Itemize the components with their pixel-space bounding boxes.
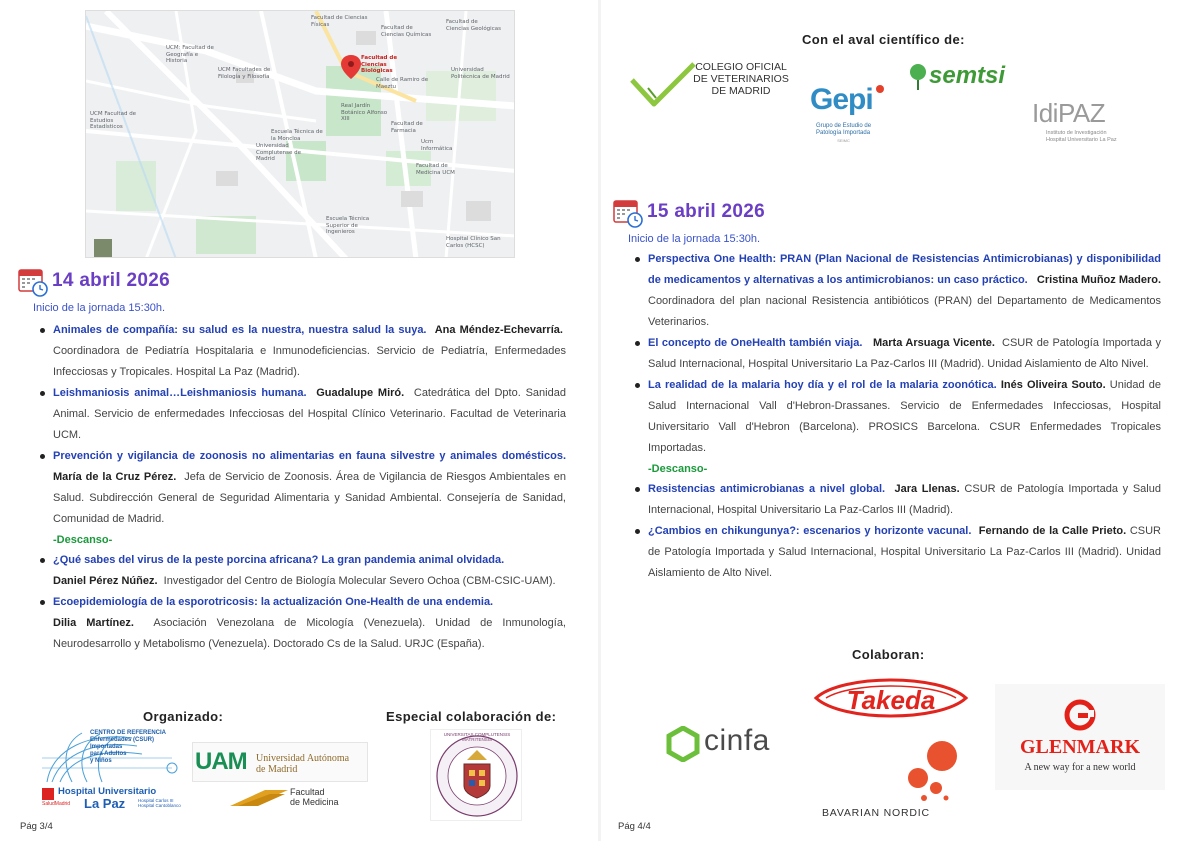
talk-detail: Investigador del Centro de Biología Molecular Severo Ochoa (CBM-CSIC-UAM). xyxy=(163,575,556,587)
idipaz-sub2: Hospital Universitario La Paz xyxy=(1046,136,1117,143)
ucm-seal-logo xyxy=(430,729,522,821)
talk-speaker: Ana Méndez-Echevarría. xyxy=(434,324,563,336)
map-label-calle: Calle de Ramiro de Maeztu xyxy=(376,77,429,90)
talk-speaker: Jara Llenas. xyxy=(894,483,960,495)
day1-date: 14 abril 2026 xyxy=(52,270,170,291)
gepi-sub3: SEIMC xyxy=(837,138,850,143)
talk-title: Animales de compañía: su salud es la nuestra, nuestra salud la suya. xyxy=(53,324,427,336)
map-label-informatica: Ucm Informática xyxy=(421,139,453,152)
map-label-politecnica: Universidad Politécnica de Madrid xyxy=(451,67,510,80)
talk-speaker: María de la Cruz Pérez. xyxy=(53,471,177,483)
map-label-geologicas: Facultad de Ciencias Geológicas xyxy=(446,19,501,32)
gepi-logo xyxy=(808,83,893,155)
talk-title: Resistencias antimicrobianas a nivel global. xyxy=(648,483,886,495)
csur-line2: Enfermedades (CSUR) xyxy=(90,737,155,743)
idipaz-logo xyxy=(1032,98,1132,150)
cinfa-mark: cinfa xyxy=(704,724,770,757)
idipaz-mark: IdiPAZ xyxy=(1032,98,1106,128)
gepi-sub1: Grupo de Estudio de xyxy=(816,123,872,129)
talk-title: ¿Qué sabes del virus de la peste porcina africana? La gran pandemia animal olvidada. xyxy=(53,554,505,566)
day1-heading xyxy=(18,267,170,295)
location-map[interactable] xyxy=(85,10,515,258)
map-label-medicina: Facultad de Medicina UCM xyxy=(416,163,455,176)
talk-title: Perspectiva One Health: PRAN (Plan Nacional de Resistencias Antimicrobianas) y disponibilidad de medicamentos y alternativas a los antimicrobianos: un caso práctico. xyxy=(648,253,1161,286)
bavarian-dots-icon xyxy=(812,738,972,808)
talk-detail: Coordinadora del plan nacional Resistencia antibióticos (PRAN) del Departamento de Medicamentos Veterinarios. xyxy=(648,295,1161,328)
semtsi-logo xyxy=(905,60,1020,96)
day1-talk-list xyxy=(35,320,566,655)
csur-hospital1: Hospital Universitario xyxy=(58,786,157,797)
talk-detail: CSUR de Patología Importada y Salud Internacional, Hospital Universitario La Paz-Carlos III (Madrid). Unidad Aislamiento de Alto Nivel. xyxy=(648,337,1161,370)
aval-heading: Con el aval científico de: xyxy=(802,32,965,47)
uam-swoosh-icon xyxy=(230,788,290,808)
glenmark-tagline: A new way for a new world xyxy=(1024,762,1136,773)
bavarian-nordic-logo xyxy=(812,738,972,820)
takeda-logo xyxy=(812,672,970,724)
talk-detail: Asociación Venezolana de Micología (Venezuela). Unidad de Inmunología, Neurodesarrollo y Metabolismo (Venezuela). Doctorado Cs de la Salud. URJC (España). xyxy=(53,617,566,650)
glenmark-logo xyxy=(995,684,1165,790)
colegio-veterinarios-logo xyxy=(628,58,798,110)
map-label-hospital: Hospital Clínico San Carlos (HCSC) xyxy=(446,236,501,249)
semtsi-mark: semtsi xyxy=(929,62,1006,89)
colegio-line1: COLEGIO OFICIAL xyxy=(695,61,787,73)
calendar-clock-icon xyxy=(613,198,643,226)
salud-madrid-icon xyxy=(42,788,54,800)
csur-line1: CENTRO DE REFERENCIA xyxy=(90,730,167,736)
break-label: -Descanso- xyxy=(53,534,113,546)
talk-title: ¿Cambios en chikungunya?: escenarios y horizonte vacunal. xyxy=(648,525,972,537)
page-right xyxy=(600,0,1200,841)
colegio-line3: DE MADRID xyxy=(711,85,771,97)
map-label-ucm: Universidad Complutense de Madrid xyxy=(256,143,301,162)
bavarian-mark: BAVARIAN NORDIC xyxy=(822,807,930,819)
list-item xyxy=(35,550,566,592)
map-label-facultad-bio: Facultad de Ciencias Biológicas xyxy=(361,55,398,74)
csur-line3: Importadas xyxy=(90,744,123,750)
glenmark-g-icon xyxy=(1062,698,1098,732)
csur-lapaz-logo xyxy=(42,728,192,816)
csur-sub1: Hospital Carlos III xyxy=(138,798,174,803)
especial-heading: Especial colaboración de: xyxy=(386,709,557,724)
uam-fac1: Facultad xyxy=(290,787,325,797)
list-item xyxy=(35,592,566,655)
talk-speaker: Fernando de la Calle Prieto. xyxy=(978,525,1127,537)
csur-line4: para Adultos xyxy=(90,751,127,757)
talk-speaker: Inés Oliveira Souto. xyxy=(1000,379,1106,391)
page-number-left: Pág 3/4 xyxy=(20,821,53,832)
semtsi-leaf-icon xyxy=(905,62,931,92)
map-label-jardin: Real Jardín Botánico Alfonso XIII xyxy=(341,103,388,122)
idipaz-sub1: Instituto de Investigación xyxy=(1046,130,1107,136)
talk-title: Ecoepidemiología de la esporotricosis: la actualización One-Health de una endemia. xyxy=(53,596,494,608)
uam-fac2: de Medicina xyxy=(290,797,339,807)
day2-talk-list xyxy=(630,249,1161,584)
talk-title: Leishmaniosis animal…Leishmaniosis humana. xyxy=(53,387,307,399)
list-item xyxy=(35,383,566,446)
talk-title: El concepto de OneHealth también viaja. xyxy=(648,337,863,349)
talk-speaker: Guadalupe Miró. xyxy=(316,387,405,399)
organizado-heading: Organizado: xyxy=(143,709,224,724)
talk-detail: CSUR de Patología Importada y Salud Internacional, Hospital Universitario La Paz-Carlos III (Madrid). Unidad Aislamiento de Alto Nivel. xyxy=(648,525,1161,579)
day2-start: Inicio de la jornada 15:30h. xyxy=(628,233,761,245)
talk-speaker: Daniel Pérez Núñez. xyxy=(53,575,158,587)
uam-name1: Universidad Autónoma xyxy=(256,753,350,764)
cinfa-logo xyxy=(666,722,786,766)
list-item xyxy=(630,333,1161,375)
talk-speaker: Dilia Martínez. xyxy=(53,617,134,629)
map-label-estadistica: UCM Facultad de Estudios Estadísticos xyxy=(90,111,137,130)
gepi-mark: Gepi xyxy=(810,83,873,116)
list-item xyxy=(630,521,1161,584)
cinfa-hexagon-icon xyxy=(666,726,700,762)
talk-title: Prevención y vigilancia de zoonosis no alimentarias en fauna silvestre y animales domésticos. xyxy=(53,450,566,462)
list-item xyxy=(35,446,566,530)
list-item xyxy=(630,479,1161,521)
map-label-fisicas: Facultad de Ciencias Físicas xyxy=(311,15,368,28)
csur-hospital2: La Paz xyxy=(84,796,126,811)
colegio-line2: DE VETERINARIOS xyxy=(693,73,789,85)
colaboran-heading: Colaboran: xyxy=(852,647,925,662)
ucm-seal-ring: UNIVERSITAS COMPLUTENSIS MATRITENSIS xyxy=(443,732,511,742)
page-number-right: Pág 4/4 xyxy=(618,821,651,832)
uam-name2: de Madrid xyxy=(256,764,298,775)
csur-sub2: Hospital Cantoblanco xyxy=(138,803,181,808)
list-item xyxy=(630,249,1161,333)
day1-start: Inicio de la jornada 15:30h. xyxy=(33,302,166,314)
break-label: -Descanso- xyxy=(648,463,708,475)
map-label-filologia: UCM Facultades de Filología y Filosofía xyxy=(218,67,271,80)
takeda-mark: Takeda xyxy=(846,685,936,715)
talk-detail: Coordinadora de Pediatría Hospitalaria e Inmunodeficiencias. Servicio de Pediatría, Enfermedades Infecciosas y Tropicales. Hospital La Paz (Madrid). xyxy=(53,345,566,378)
day2-date: 15 abril 2026 xyxy=(647,201,765,222)
list-item xyxy=(630,375,1161,459)
talk-detail: CSUR de Patología Importada y Salud Internacional, Hospital Universitario La Paz-Carlos III (Madrid). xyxy=(648,483,1161,516)
talk-detail: Jefa de Servicio de Zoonosis. Área de Vigilancia de Riesgos Ambientales en Salud. Subdirección General de Seguridad Alimentaria y Sanidad Ambiental. Consejería de Sanidad, Comunidad de Madrid. xyxy=(53,471,567,525)
glenmark-mark: GLENMARK xyxy=(1020,736,1140,758)
map-label-ingenieros: Escuela Técnica Superior de Ingenieros xyxy=(326,216,370,235)
csur-line5: y Niños xyxy=(90,758,112,764)
day2-heading xyxy=(613,198,765,226)
talk-detail: Unidad de Salud Internacional Vall d'Hebron-Drassanes. Servicio de Enfermedades Infecciosas, Hospital Universitario Vall d'Hebron (Barcelona). PROSICS Barcelona. CSUR Enfermedades Tropicales Importadas. xyxy=(648,379,1162,454)
gepi-dot-icon xyxy=(874,83,886,95)
talk-title: La realidad de la malaria hoy día y el rol de la malaria zoonótica. xyxy=(648,379,997,391)
calendar-clock-icon xyxy=(18,267,48,295)
uam-mark: UAM xyxy=(195,748,247,775)
salud-madrid-label: SaludMadrid xyxy=(42,801,71,807)
talk-detail: Catedrática del Dpto. Sanidad Animal. Servicio de enfermedades Infecciosas del Hospital Clínico Veterinario. Facultad de Veterinaria UCM. xyxy=(53,387,566,441)
talk-speaker: Marta Arsuaga Vicente. xyxy=(872,337,995,349)
gepi-sub2: Patología Importada xyxy=(816,130,871,136)
map-label-moncloa: Escuela Técnica de la Moncloa xyxy=(271,129,323,142)
map-label-geografia: UCM: Facultad de Geografía e Historia xyxy=(166,45,214,64)
map-label-farmacia: Facultad de Farmacia xyxy=(391,121,423,134)
list-item xyxy=(35,320,566,383)
talk-speaker: Cristina Muñoz Madero. xyxy=(1036,274,1162,286)
uam-logo xyxy=(192,742,372,814)
map-label-quimicas: Facultad de Ciencias Químicas xyxy=(381,25,432,38)
